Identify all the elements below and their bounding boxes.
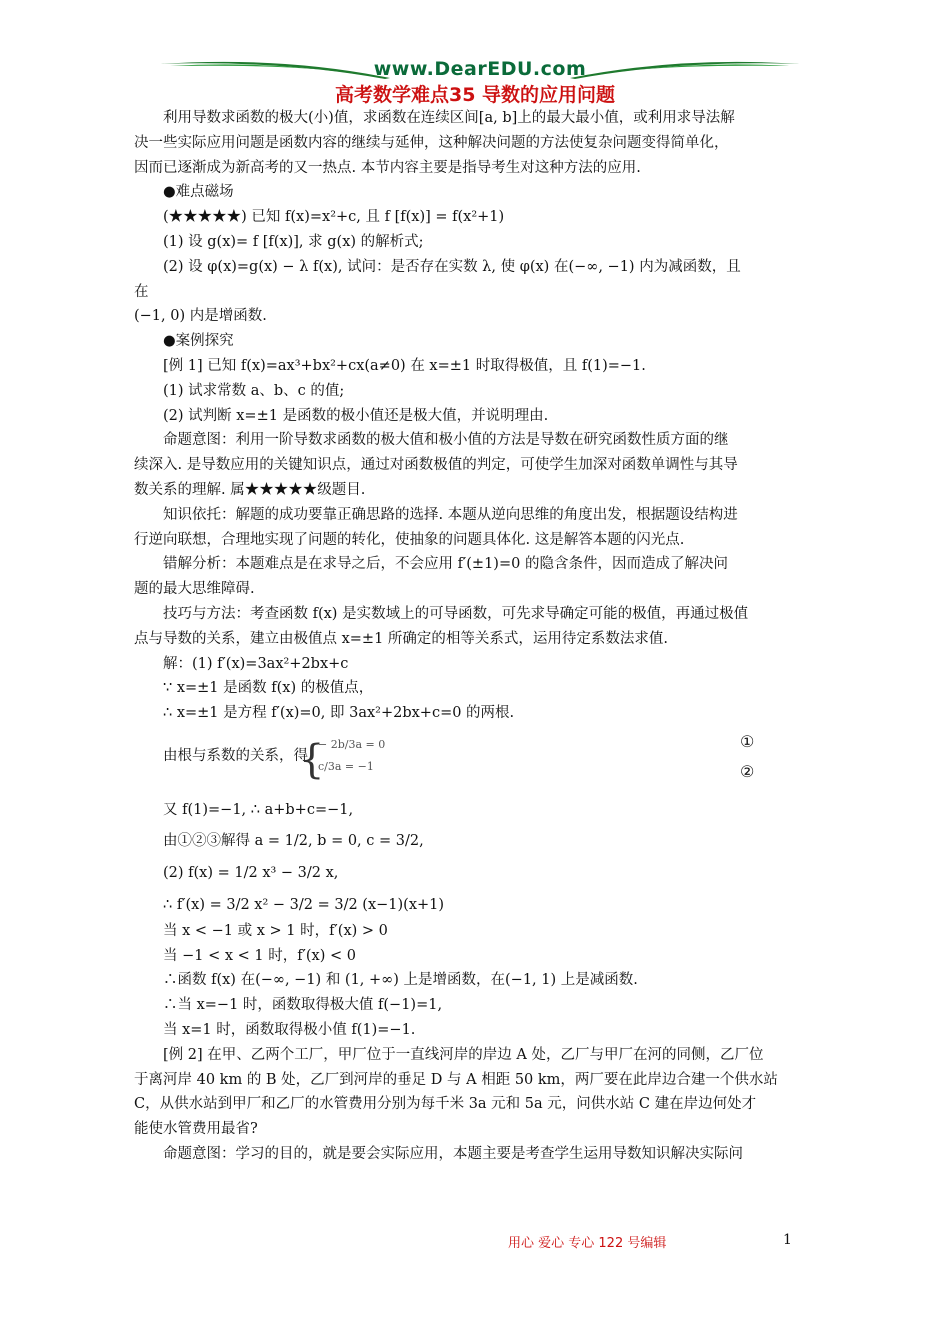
text-line: ∴函数 f(x) 在(−∞, −1) 和 (1, +∞) 上是增函数，在(−1, 1) 上是减函数. <box>163 972 638 989</box>
text-line: 决一些实际应用问题是函数内容的继续与延伸，这种解决问题的方法使复杂问题变得简单化， <box>134 134 729 151</box>
equation-system <box>134 731 824 792</box>
document-body <box>134 106 824 1167</box>
text-line: (1) 设 g(x)= f [f(x)], 求 g(x) 的解析式; <box>163 233 424 250</box>
text-line: [例 1] 已知 f(x)=ax³+bx²+cx(a≠0) 在 x=±1 时取得极值，且 f(1)=−1. <box>163 357 646 374</box>
text-line: 点与导数的关系，建立由极值点 x=±1 所确定的相等关系式，运用待定系数法求值. <box>134 630 669 647</box>
text-line: 当 x < −1 或 x > 1 时，f′(x) > 0 <box>163 922 388 939</box>
site-url[interactable]: www.DearEDU.com <box>373 58 587 80</box>
text-line: (2) 设 φ(x)=g(x) − λ f(x), 试问：是否存在实数 λ, 使 φ(x) 在(−∞, −1) 内为减函数，且 <box>163 258 741 275</box>
text-line: 错解分析：本题难点是在求导之后，不会应用 f′(±1)=0 的隐含条件，因而造成了解决问 <box>163 556 728 573</box>
text-line: ∴ f′(x) = 3/2 x² − 3/2 = 3/2 (x−1)(x+1) <box>163 896 445 913</box>
text-line: (2) 试判断 x=±1 是函数的极小值还是极大值，并说明理由. <box>163 407 549 424</box>
text-line: [例 2] 在甲、乙两个工厂，甲厂位于一直线河岸的岸边 A 处，乙厂与甲厂在河的同侧，乙厂位 <box>163 1046 764 1063</box>
text-line: ∵ x=±1 是函数 f(x) 的极值点， <box>163 680 374 697</box>
text-line: C，从供水站到甲厂和乙厂的水管费用分别为每千米 3a 元和 5a 元，问供水站 C 建在岸边何处才 <box>134 1096 757 1113</box>
equation-1: − 2b/3a = 0 <box>318 737 386 751</box>
text-line: 能使水管费用最省? <box>134 1121 258 1138</box>
text-line: ∴当 x=−1 时，函数取得极大值 f(−1)=1, <box>163 997 443 1014</box>
text-line: 当 x=1 时，函数取得极小值 f(1)=−1. <box>163 1021 416 1038</box>
section-heading: ●案例探究 <box>163 333 234 350</box>
text-line: 在 <box>134 283 149 300</box>
equation-2: c/3a = −1 <box>318 759 374 773</box>
text-line: ∴ x=±1 是方程 f′(x)=0, 即 3ax²+2bx+c=0 的两根. <box>163 705 515 722</box>
text-line: 命题意图：利用一阶导数求函数的极大值和极小值的方法是导数在研究函数性质方面的继 <box>163 432 729 449</box>
text-line: 技巧与方法：考查函数 f(x) 是实数域上的可导函数，可先求导确定可能的极值，再通过极值 <box>163 605 749 622</box>
brace-symbol: { <box>299 736 325 783</box>
text-line: 题的最大思维障碍. <box>134 581 255 598</box>
page-number: 1 <box>783 1232 792 1248</box>
text-line: (−1, 0) 内是增函数. <box>134 308 267 325</box>
footer-text: 用心 爱心 专心 122 号编辑 <box>508 1236 667 1251</box>
text-line: 因而已逐渐成为新高考的又一热点. 本节内容主要是指导考生对这种方法的应用. <box>134 159 641 176</box>
text-line: 又 f(1)=−1, ∴ a+b+c=−1, <box>163 801 354 818</box>
text-line: 由①②③解得 a = 1/2, b = 0, c = 3/2, <box>163 832 424 849</box>
section-heading: ●难点磁场 <box>163 184 234 201</box>
text-line: 解：(1) f′(x)=3ax²+2bx+c <box>163 655 349 672</box>
system-label: 由根与系数的关系，得 <box>163 747 308 764</box>
text-line: 续深入. 是导数应用的关键知识点，通过对函数极值的判定，可使学生加深对函数单调性与其导 <box>134 457 738 474</box>
text-line: (1) 试求常数 a、b、c 的值; <box>163 382 345 399</box>
text-line: (★★★★★) 已知 f(x)=x²+c, 且 f [f(x)] = f(x²+1) <box>163 209 505 226</box>
text-line: 于离河岸 40 km 的 B 处，乙厂到河岸的垂足 D 与 A 相距 50 km，两厂要在此岸边合建一个供水站 <box>134 1071 778 1088</box>
text-line: 数关系的理解. 属★★★★★级题目. <box>134 481 366 498</box>
page-title: 高考数学难点35 导数的应用问题 <box>334 84 616 106</box>
text-line: 命题意图：学习的目的，就是要会实际应用，本题主要是考查学生运用导数知识解决实际问 <box>163 1145 743 1162</box>
text-line: 利用导数求函数的极大(小)值，求函数在连续区间[a, b]上的最大最小值，或利用求导法解 <box>163 110 735 126</box>
text-line: 当 −1 < x < 1 时，f′(x) < 0 <box>163 947 356 964</box>
text-line: 知识依托：解题的成功要靠正确思路的选择. 本题从逆向思维的角度出发，根据题设结构进 <box>163 506 738 523</box>
text-line: 行逆向联想，合理地实现了问题的转化，使抽象的问题具体化. 这是解答本题的闪光点. <box>134 531 685 548</box>
equation-number-2: ② <box>740 761 755 781</box>
text-line: (2) f(x) = 1/2 x³ − 3/2 x, <box>163 864 339 881</box>
equation-number-1: ① <box>740 731 755 751</box>
